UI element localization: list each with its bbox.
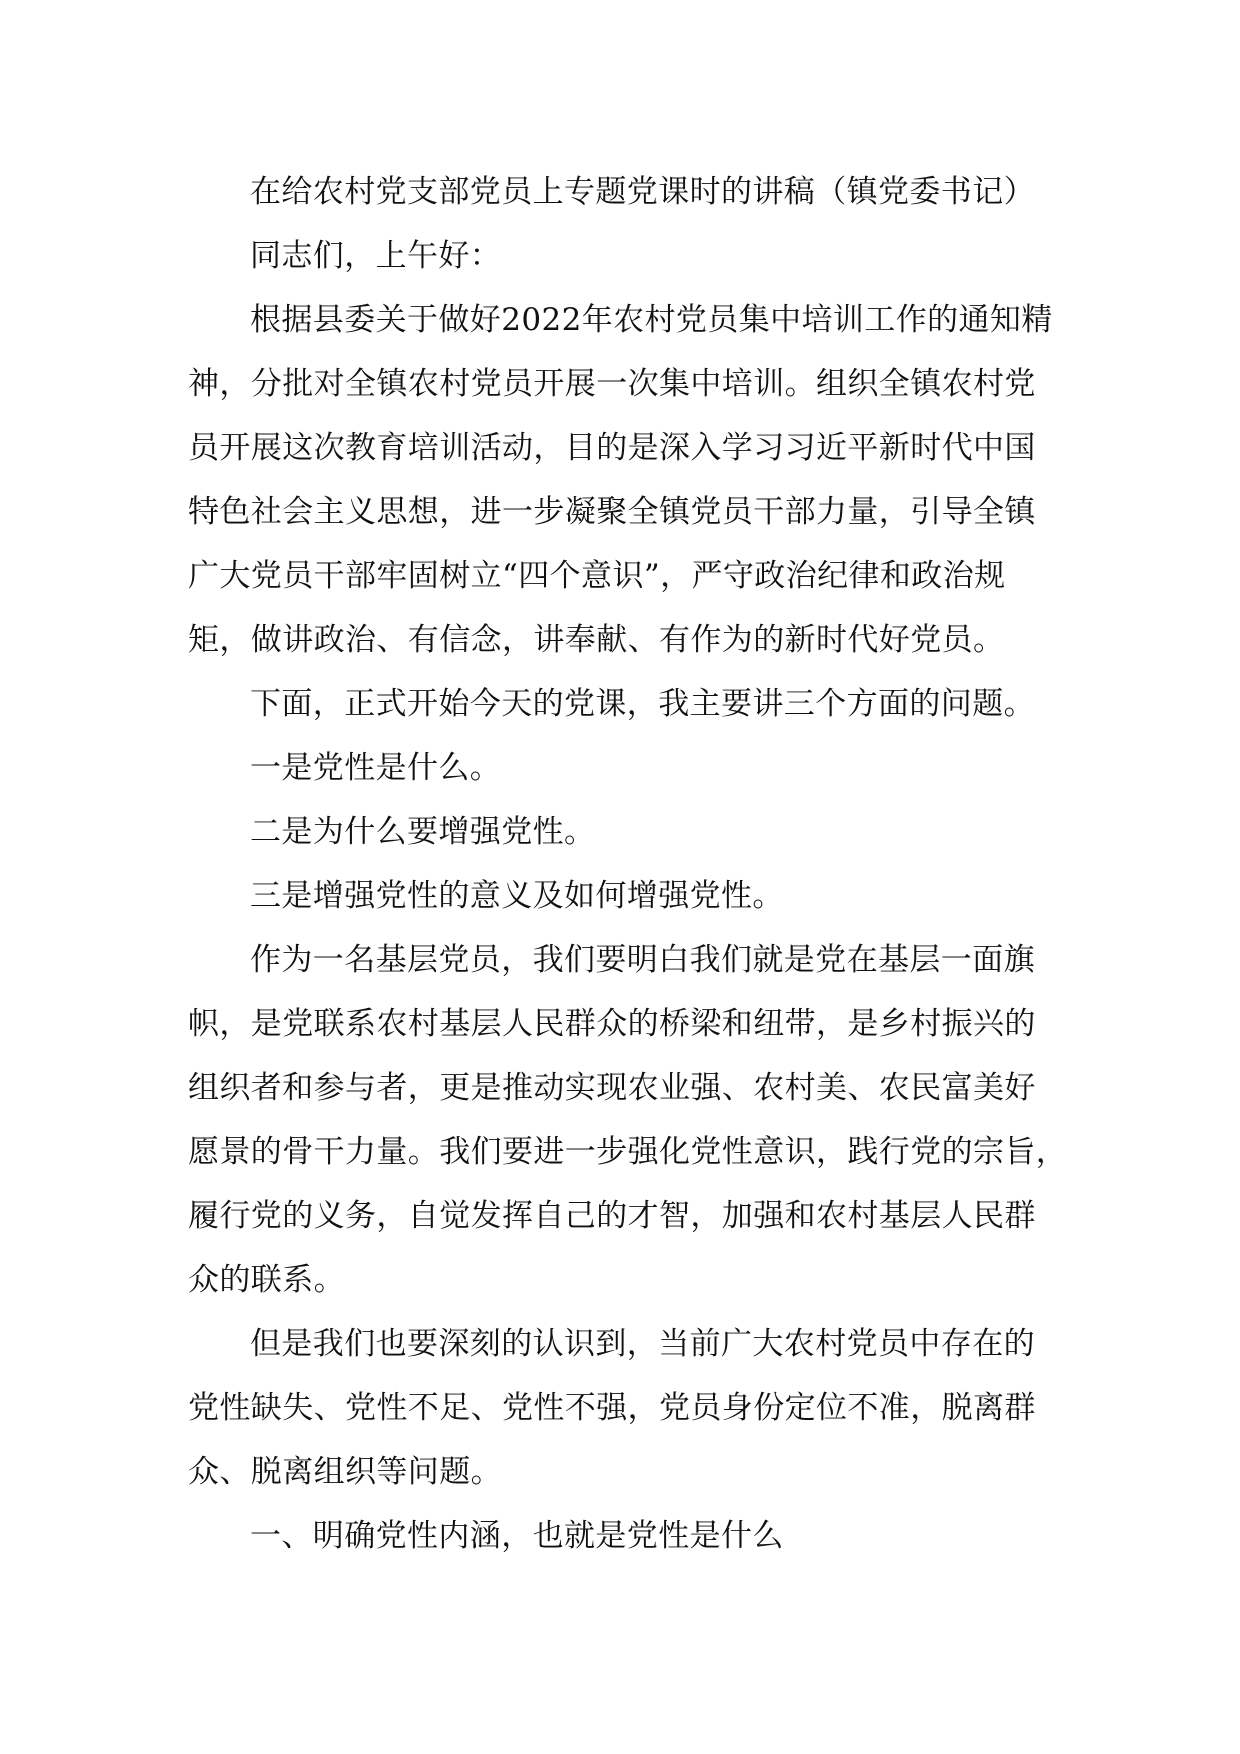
section-heading: 一、明确党性内涵，也就是党性是什么 — [250, 1518, 784, 1554]
paragraph-line: 履行党的义务，自觉发挥自己的才智，加强和农村基层人民群 — [188, 1198, 1036, 1234]
greeting: 同志们，上午好： — [250, 238, 502, 274]
list-item: 一是党性是什么。 — [250, 750, 502, 786]
paragraph-line: 愿景的骨干力量。我们要进一步强化党性意识，践行党的宗旨， — [188, 1134, 1068, 1170]
paragraph-line: 下面，正式开始今天的党课，我主要讲三个方面的问题。 — [250, 686, 1035, 722]
paragraph-line: 矩，做讲政治、有信念，讲奉献、有作为的新时代好党员。 — [188, 622, 1005, 658]
document-title: 在给农村党支部党员上专题党课时的讲稿（镇党委书记） — [250, 174, 1035, 210]
paragraph-line: 作为一名基层党员，我们要明白我们就是党在基层一面旗 — [250, 942, 1035, 978]
list-item: 三是增强党性的意义及如何增强党性。 — [250, 878, 784, 914]
paragraph-line: 但是我们也要深刻的认识到，当前广大农村党员中存在的 — [250, 1326, 1035, 1362]
paragraph-line: 众、脱离组织等问题。 — [188, 1454, 502, 1490]
paragraph-line: 神，分批对全镇农村党员开展一次集中培训。组织全镇农村党 — [188, 366, 1036, 402]
paragraph-line: 组织者和参与者，更是推动实现农业强、农村美、农民富美好 — [188, 1070, 1036, 1106]
paragraph-line: 众的联系。 — [188, 1262, 345, 1298]
paragraph-line: 帜，是党联系农村基层人民群众的桥梁和纽带，是乡村振兴的 — [188, 1006, 1036, 1042]
paragraph-line: 特色社会主义思想，进一步凝聚全镇党员干部力量，引导全镇 — [188, 494, 1036, 530]
paragraph-line: 根据县委关于做好2022年农村党员集中培训工作的通知精 — [250, 302, 1053, 338]
paragraph-line: 员开展这次教育培训活动，目的是深入学习习近平新时代中国 — [188, 430, 1036, 466]
paragraph-line: 广大党员干部牢固树立“四个意识”，严守政治纪律和政治规 — [188, 558, 1006, 594]
paragraph-line: 党性缺失、党性不足、党性不强，党员身份定位不准，脱离群 — [188, 1390, 1036, 1426]
list-item: 二是为什么要增强党性。 — [250, 814, 596, 850]
